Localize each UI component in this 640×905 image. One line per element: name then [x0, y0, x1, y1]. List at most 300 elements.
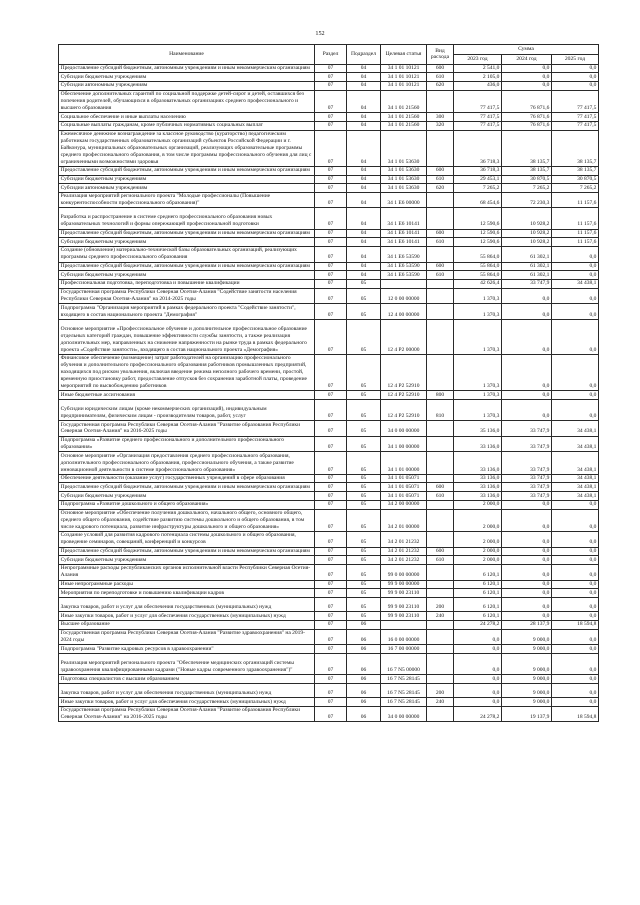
cell-subsection: 05	[347, 354, 381, 390]
cell-sum-2024: 0,0	[502, 73, 552, 82]
cell-expense-type	[427, 565, 454, 581]
cell-subsection: 04	[347, 90, 381, 113]
cell-sum-2023: 2 000,0	[454, 500, 502, 509]
cell-subsection: 04	[347, 184, 381, 193]
cell-name: Социальное обеспечение и иные выплаты населению	[59, 113, 315, 122]
cell-section: 07	[315, 288, 347, 304]
cell-sum-2023: 6 120,1	[454, 589, 502, 598]
cell-sum-2023: 12 590,6	[454, 238, 502, 247]
cell-section: 07	[315, 247, 347, 263]
cell-sum-2023: 77 417,5	[454, 121, 502, 130]
table-row	[59, 280, 599, 289]
cell-subsection: 06	[347, 675, 381, 684]
cell-sum-2024: 61 302,1	[502, 262, 552, 271]
cell-name: Государственная программа Республики Северная Осетия-Алания "Содействие занятости населения Республики Северная Осетия-Алания" на 2014-2025 годы	[59, 288, 315, 304]
cell-sum-2024: 76 871,6	[502, 121, 552, 130]
cell-sum-2024: 76 871,6	[502, 90, 552, 113]
cell-sum-2023: 33 136,0	[454, 452, 502, 475]
cell-target-article: 34 1 01 05071	[381, 483, 427, 492]
cell-section: 07	[315, 653, 347, 674]
table-row	[59, 288, 599, 304]
cell-subsection: 05	[347, 589, 381, 598]
cell-expense-type	[427, 208, 454, 229]
cell-sum-2025: 18 594,8	[552, 706, 599, 722]
cell-target-article: 34 1 01 05071	[381, 492, 427, 501]
cell-sum-2025: 18 594,8	[552, 620, 599, 629]
cell-sum-2024: 0,0	[502, 304, 552, 320]
cell-name: Иные закупки товаров, работ и услуг для обеспечения государственных (муниципальных) нужд	[59, 612, 315, 621]
cell-subsection: 06	[347, 645, 381, 654]
cell-sum-2023: 7 265,2	[454, 184, 502, 193]
cell-target-article: 12 4 P2 52910	[381, 391, 427, 400]
cell-sum-2025: 7 265,2	[552, 184, 599, 193]
cell-section: 07	[315, 399, 347, 420]
cell-name: Государственная программа Республики Северная Осетия-Алания "Развитие образования Республики Северная Осетия-Алания" на 2016-2025 годы	[59, 706, 315, 722]
cell-sum-2023: 55 864,0	[454, 262, 502, 271]
header-expense-type: Вид расхода	[427, 45, 454, 65]
cell-expense-type: 610	[427, 556, 454, 565]
cell-target-article: 34 2 01 00000	[381, 509, 427, 532]
cell-name: Государственная программа Республики Северная Осетия-Алания "Развитие здравоохранения" на 2019-2024 годы	[59, 629, 315, 645]
cell-target-article: 34 1 01 10121	[381, 73, 427, 82]
cell-expense-type: 610	[427, 492, 454, 501]
cell-sum-2024: 0,0	[502, 288, 552, 304]
cell-expense-type: 240	[427, 612, 454, 621]
cell-section: 07	[315, 238, 347, 247]
cell-sum-2025: 0,0	[552, 319, 599, 354]
cell-section: 07	[315, 620, 347, 629]
cell-name: Иные непрограммные расходы	[59, 580, 315, 589]
cell-sum-2025: 0,0	[552, 64, 599, 73]
cell-sum-2025: 34 438,1	[552, 492, 599, 501]
cell-sum-2025: 0,0	[552, 391, 599, 400]
cell-name: Обеспечение дополнительных гарантий по социальной поддержке детей-сирот и детей, оставшихся без попечения родителей, обучающихся в образовательных организациях среднего профессионального и высшего образования	[59, 90, 315, 113]
table-row	[59, 175, 599, 184]
cell-name: Реализация мероприятий регионального проекта "Молодые профессионалы (Повышение конкурентоспособности профессионального образования)"	[59, 192, 315, 208]
cell-name: Субсидии автономным учреждениям	[59, 184, 315, 193]
cell-subsection: 06	[347, 683, 381, 697]
cell-name: Закупка товаров, работ и услуг для обеспечения государственных (муниципальных) нужд	[59, 683, 315, 697]
budget-table	[58, 44, 599, 722]
table-row	[59, 532, 599, 548]
cell-expense-type	[427, 280, 454, 289]
cell-name: Субсидии бюджетным учреждениям	[59, 238, 315, 247]
cell-target-article: 16 7 00 00000	[381, 645, 427, 654]
cell-section: 07	[315, 547, 347, 556]
cell-subsection: 05	[347, 399, 381, 420]
table-row	[59, 547, 599, 556]
cell-subsection: 04	[347, 271, 381, 280]
cell-target-article: 99 0 00 00000	[381, 565, 427, 581]
cell-target-article: 34 1 E6 53590	[381, 271, 427, 280]
cell-target-article: 12 4 00 00000	[381, 304, 427, 320]
cell-name: Финансовое обеспечение (возмещение) затрат работодателей на организацию профессионального обучения и дополнительного профессионального образования работников промышленных предприятий, находящихся под риском увольнения, включая введение режима неполного рабочего времени, простой, временную приостановку работ, предоставление отпусков без сохранения заработной платы, проведение мероприятий по высвобождению работников	[59, 354, 315, 390]
table-row	[59, 64, 599, 73]
cell-expense-type	[427, 474, 454, 483]
cell-sum-2025: 34 438,1	[552, 474, 599, 483]
cell-sum-2025: 0,0	[552, 612, 599, 621]
table-header	[59, 45, 599, 65]
cell-section: 07	[315, 130, 347, 166]
cell-sum-2024: 0,0	[502, 597, 552, 611]
cell-sum-2024: 28 137,9	[502, 620, 552, 629]
cell-target-article: 34 1 01 10121	[381, 64, 427, 73]
cell-name: Государственная программа Республики Северная Осетия-Алания "Развитие образования Республики Северная Осетия-Алания" на 2016-2025 годы	[59, 421, 315, 437]
cell-expense-type	[427, 247, 454, 263]
cell-expense-type: 200	[427, 597, 454, 611]
table-row	[59, 589, 599, 598]
cell-name: Социальные выплаты гражданам, кроме публичных нормативных социальных выплат	[59, 121, 315, 130]
cell-sum-2024: 9 000,0	[502, 698, 552, 707]
cell-target-article: 99 9 00 23110	[381, 597, 427, 611]
cell-sum-2025: 0,0	[552, 698, 599, 707]
cell-section: 07	[315, 184, 347, 193]
cell-target-article: 12 4 P2 52910	[381, 399, 427, 420]
cell-name: Профессиональная подготовка, переподготовка и повышение квалификации	[59, 280, 315, 289]
cell-target-article: 34 2 00 00000	[381, 500, 427, 509]
cell-target-article: 16 7 N5 00000	[381, 653, 427, 674]
cell-sum-2024: 0,0	[502, 532, 552, 548]
cell-expense-type	[427, 509, 454, 532]
cell-sum-2025: 38 135,7	[552, 130, 599, 166]
cell-expense-type	[427, 580, 454, 589]
cell-sum-2025: 0,0	[552, 597, 599, 611]
cell-target-article	[381, 280, 427, 289]
cell-target-article: 34 1 E6 10141	[381, 229, 427, 238]
cell-expense-type	[427, 192, 454, 208]
cell-sum-2023: 35 136,0	[454, 421, 502, 437]
cell-subsection: 05	[347, 556, 381, 565]
cell-sum-2025: 34 438,1	[552, 483, 599, 492]
table-row	[59, 620, 599, 629]
cell-sum-2024: 33 747,9	[502, 421, 552, 437]
cell-name: Подпрограмма «Развитие дошкольного и общего образования»	[59, 500, 315, 509]
cell-expense-type: 600	[427, 229, 454, 238]
cell-subsection: 05	[347, 421, 381, 437]
cell-sum-2024: 9 000,0	[502, 683, 552, 697]
cell-subsection: 05	[347, 474, 381, 483]
cell-expense-type	[427, 421, 454, 437]
cell-sum-2025: 0,0	[552, 354, 599, 390]
cell-section: 07	[315, 208, 347, 229]
cell-name: Подпрограмма "Организация мероприятий в рамках федерального проекта "Содействие занятости", входящего в состав национального проекта "Демография"	[59, 304, 315, 320]
cell-expense-type	[427, 532, 454, 548]
cell-sum-2023: 36 718,3	[454, 130, 502, 166]
table-row	[59, 565, 599, 581]
cell-sum-2025: 0,0	[552, 509, 599, 532]
cell-expense-type: 300	[427, 113, 454, 122]
cell-sum-2024: 9 000,0	[502, 675, 552, 684]
table-row	[59, 556, 599, 565]
cell-subsection: 04	[347, 192, 381, 208]
cell-sum-2024: 33 747,9	[502, 452, 552, 475]
cell-sum-2025: 30 870,5	[552, 175, 599, 184]
cell-sum-2023: 77 417,5	[454, 113, 502, 122]
cell-sum-2024: 9 000,0	[502, 653, 552, 674]
cell-sum-2024: 61 302,1	[502, 247, 552, 263]
table-row	[59, 229, 599, 238]
cell-sum-2024: 0,0	[502, 547, 552, 556]
cell-sum-2025: 11 157,6	[552, 229, 599, 238]
cell-sum-2025: 34 438,1	[552, 436, 599, 452]
table-row	[59, 452, 599, 475]
cell-name: Реализация мероприятий регионального проекта "Обеспечение медицинских организаций системы здравоохранения квалифицированными кадрами ("Новые кадры современного здравоохранения")"	[59, 653, 315, 674]
cell-sum-2023: 33 136,0	[454, 474, 502, 483]
cell-section: 07	[315, 483, 347, 492]
cell-expense-type	[427, 90, 454, 113]
cell-name: Субсидии бюджетным учреждениям	[59, 73, 315, 82]
cell-expense-type	[427, 653, 454, 674]
cell-sum-2024: 61 302,1	[502, 271, 552, 280]
cell-section: 07	[315, 706, 347, 722]
cell-subsection: 04	[347, 166, 381, 175]
cell-expense-type: 620	[427, 184, 454, 193]
cell-sum-2023: 33 136,0	[454, 436, 502, 452]
cell-expense-type	[427, 620, 454, 629]
cell-sum-2025: 0,0	[552, 399, 599, 420]
cell-expense-type: 200	[427, 683, 454, 697]
cell-expense-type: 600	[427, 166, 454, 175]
table-row	[59, 90, 599, 113]
cell-target-article: 34 1 01 53630	[381, 166, 427, 175]
cell-subsection: 06	[347, 706, 381, 722]
cell-sum-2024: 10 928,2	[502, 238, 552, 247]
page-number: 152	[315, 30, 325, 37]
cell-target-article: 99 9 00 00000	[381, 580, 427, 589]
cell-subsection: 05	[347, 391, 381, 400]
cell-subsection: 04	[347, 262, 381, 271]
table-row	[59, 304, 599, 320]
cell-target-article	[381, 620, 427, 629]
cell-target-article: 16 7 N5 28145	[381, 683, 427, 697]
cell-sum-2023: 6 120,1	[454, 580, 502, 589]
cell-sum-2023: 1 370,3	[454, 354, 502, 390]
cell-subsection: 04	[347, 208, 381, 229]
header-subsection: Подраздел	[347, 45, 381, 65]
cell-section: 07	[315, 532, 347, 548]
cell-sum-2023: 1 370,3	[454, 399, 502, 420]
cell-section: 07	[315, 436, 347, 452]
table-row	[59, 612, 599, 621]
cell-target-article: 34 1 01 21560	[381, 90, 427, 113]
cell-sum-2023: 33 136,0	[454, 492, 502, 501]
cell-target-article: 34 1 E6 10141	[381, 238, 427, 247]
cell-sum-2025: 0,0	[552, 500, 599, 509]
cell-subsection: 04	[347, 130, 381, 166]
cell-name: Закупка товаров, работ и услуг для обеспечения государственных (муниципальных) нужд	[59, 597, 315, 611]
cell-target-article: 34 1 01 05071	[381, 474, 427, 483]
cell-name: Создание условий для развития кадрового потенциала системы дошкольного и общего образования, проведение семинаров, совещаний, конференций и конкурсов	[59, 532, 315, 548]
cell-sum-2024: 0,0	[502, 64, 552, 73]
cell-sum-2023: 24 278,2	[454, 706, 502, 722]
cell-expense-type	[427, 304, 454, 320]
table-row	[59, 81, 599, 90]
cell-name: Подготовка специалистов с высшим образованием	[59, 675, 315, 684]
cell-subsection: 04	[347, 73, 381, 82]
cell-target-article: 34 1 01 21560	[381, 113, 427, 122]
cell-target-article: 34 0 00 00000	[381, 421, 427, 437]
header-year-2023: 2023 год	[454, 54, 502, 64]
cell-expense-type	[427, 354, 454, 390]
header-year-2024: 2024 год	[502, 54, 552, 64]
cell-sum-2025: 34 438,1	[552, 421, 599, 437]
cell-target-article: 34 1 01 10121	[381, 81, 427, 90]
cell-subsection: 05	[347, 492, 381, 501]
table-row	[59, 580, 599, 589]
cell-sum-2025: 11 157,6	[552, 238, 599, 247]
cell-expense-type	[427, 645, 454, 654]
cell-target-article: 12 0 00 00000	[381, 288, 427, 304]
cell-sum-2023: 24 278,2	[454, 620, 502, 629]
cell-name: Обеспечение деятельности (оказание услуг) государственных учреждений в сфере образования	[59, 474, 315, 483]
cell-section: 07	[315, 698, 347, 707]
cell-subsection: 05	[347, 304, 381, 320]
cell-subsection: 04	[347, 121, 381, 130]
cell-sum-2023: 2 000,0	[454, 532, 502, 548]
cell-name: Субсидии автономным учреждениям	[59, 81, 315, 90]
cell-sum-2025: 0,0	[552, 247, 599, 263]
table-row	[59, 192, 599, 208]
cell-expense-type	[427, 589, 454, 598]
cell-sum-2023: 68 454,6	[454, 192, 502, 208]
cell-target-article: 34 1 01 00000	[381, 452, 427, 475]
cell-sum-2024: 33 747,9	[502, 474, 552, 483]
cell-sum-2025: 11 157,6	[552, 208, 599, 229]
cell-section: 07	[315, 645, 347, 654]
cell-sum-2023: 1 370,3	[454, 304, 502, 320]
cell-sum-2023: 2 000,0	[454, 556, 502, 565]
table-row	[59, 391, 599, 400]
cell-name: Предоставление субсидий бюджетным, автономным учреждениям и иным некоммерческим организациям	[59, 229, 315, 238]
cell-section: 07	[315, 675, 347, 684]
cell-sum-2025: 34 438,1	[552, 452, 599, 475]
table-row	[59, 121, 599, 130]
cell-sum-2024: 0,0	[502, 500, 552, 509]
cell-name: Иные закупки товаров, работ и услуг для обеспечения государственных (муниципальных) нужд	[59, 698, 315, 707]
cell-section: 07	[315, 683, 347, 697]
cell-name: Разработка и распространение в системе среднего профессионального образования новых образовательных технологий и формы опережающей профессиональной подготовки	[59, 208, 315, 229]
cell-expense-type	[427, 452, 454, 475]
table-row	[59, 436, 599, 452]
cell-sum-2023: 1 370,3	[454, 391, 502, 400]
table-row	[59, 130, 599, 166]
cell-sum-2024: 19 137,9	[502, 706, 552, 722]
cell-sum-2025: 0,0	[552, 675, 599, 684]
cell-sum-2025: 0,0	[552, 645, 599, 654]
cell-subsection: 06	[347, 698, 381, 707]
cell-sum-2023: 1 370,3	[454, 319, 502, 354]
cell-sum-2024: 30 870,5	[502, 175, 552, 184]
table-row	[59, 597, 599, 611]
cell-sum-2025: 0,0	[552, 629, 599, 645]
cell-sum-2025: 77 417,5	[552, 113, 599, 122]
cell-subsection: 04	[347, 238, 381, 247]
cell-section: 07	[315, 612, 347, 621]
table-row	[59, 166, 599, 175]
table-body	[59, 64, 599, 722]
cell-subsection: 05	[347, 547, 381, 556]
cell-section: 07	[315, 113, 347, 122]
cell-name: Непрограммные расходы республиканских органов исполнительной власти Республики Северная Осетия-Алания	[59, 565, 315, 581]
cell-name: Основное мероприятие «Обеспечение получения дошкольного, начального общего, основного общего, среднего общего образования, содействие развитию системы дошкольного и общего образования, в том числе кадрового потенциала, развитие инфраструктуры дошкольного и общего образования»	[59, 509, 315, 532]
cell-sum-2024: 0,0	[502, 354, 552, 390]
cell-target-article: 34 2 01 21232	[381, 547, 427, 556]
cell-subsection: 06	[347, 620, 381, 629]
cell-sum-2024: 0,0	[502, 612, 552, 621]
cell-sum-2023: 12 590,6	[454, 208, 502, 229]
cell-name: Основное мероприятие «Организация предоставления среднего профессионального образования, дополнительного профессионального образования, профессионального обучения, а также развитие инновационной деятельности в системе профессионального образования»	[59, 452, 315, 475]
cell-expense-type	[427, 629, 454, 645]
cell-expense-type	[427, 500, 454, 509]
cell-sum-2023: 0,0	[454, 675, 502, 684]
cell-sum-2023: 29 453,1	[454, 175, 502, 184]
cell-target-article: 16 0 00 00000	[381, 629, 427, 645]
cell-section: 07	[315, 474, 347, 483]
cell-section: 07	[315, 565, 347, 581]
cell-subsection: 05	[347, 509, 381, 532]
table-row	[59, 629, 599, 645]
cell-sum-2023: 33 136,0	[454, 483, 502, 492]
table-row	[59, 698, 599, 707]
cell-section: 07	[315, 192, 347, 208]
table-row	[59, 706, 599, 722]
table-row	[59, 683, 599, 697]
cell-name: Создание (обновление) материально-технической базы образовательных организаций, реализующих программы среднего профессионального образования	[59, 247, 315, 263]
cell-name: Субсидии бюджетным учреждениям	[59, 492, 315, 501]
cell-section: 07	[315, 229, 347, 238]
cell-section: 07	[315, 500, 347, 509]
table-row	[59, 675, 599, 684]
cell-sum-2025: 0,0	[552, 556, 599, 565]
cell-expense-type: 810	[427, 399, 454, 420]
cell-sum-2025: 38 135,7	[552, 166, 599, 175]
cell-expense-type	[427, 130, 454, 166]
cell-section: 07	[315, 175, 347, 184]
cell-name: Основное мероприятие «Профессиональное обучение и дополнительное профессиональное образование отдельных категорий граждан, повышение эффективности службы занятости, а также реализация дополнительных мер, направленных на снижение напряженности на рынке труда в рамках федерального проекта «Содействие занятости», входящего в состав национального проекта «Демография»	[59, 319, 315, 354]
cell-target-article: 16 7 N5 28145	[381, 698, 427, 707]
cell-sum-2025: 0,0	[552, 304, 599, 320]
cell-expense-type: 610	[427, 73, 454, 82]
cell-expense-type: 600	[427, 262, 454, 271]
cell-expense-type	[427, 319, 454, 354]
cell-expense-type: 800	[427, 391, 454, 400]
cell-sum-2025: 77 417,5	[552, 121, 599, 130]
table-row	[59, 421, 599, 437]
cell-sum-2023: 77 417,5	[454, 90, 502, 113]
cell-sum-2023: 55 864,0	[454, 271, 502, 280]
cell-sum-2024: 7 265,2	[502, 184, 552, 193]
cell-target-article: 34 1 E6 00000	[381, 192, 427, 208]
cell-section: 07	[315, 589, 347, 598]
cell-section: 07	[315, 90, 347, 113]
cell-sum-2024: 0,0	[502, 81, 552, 90]
cell-section: 07	[315, 629, 347, 645]
cell-target-article: 34 1 01 53630	[381, 184, 427, 193]
cell-subsection: 04	[347, 247, 381, 263]
cell-subsection: 04	[347, 175, 381, 184]
cell-subsection: 05	[347, 452, 381, 475]
cell-sum-2024: 33 747,9	[502, 436, 552, 452]
header-target-article: Целевая статья	[381, 45, 427, 65]
cell-sum-2023: 55 864,0	[454, 247, 502, 263]
cell-sum-2025: 0,0	[552, 580, 599, 589]
cell-target-article: 34 1 E6 53590	[381, 247, 427, 263]
cell-sum-2024: 0,0	[502, 509, 552, 532]
cell-sum-2023: 2 000,0	[454, 547, 502, 556]
cell-sum-2023: 42 626,4	[454, 280, 502, 289]
cell-expense-type	[427, 675, 454, 684]
cell-expense-type: 320	[427, 121, 454, 130]
